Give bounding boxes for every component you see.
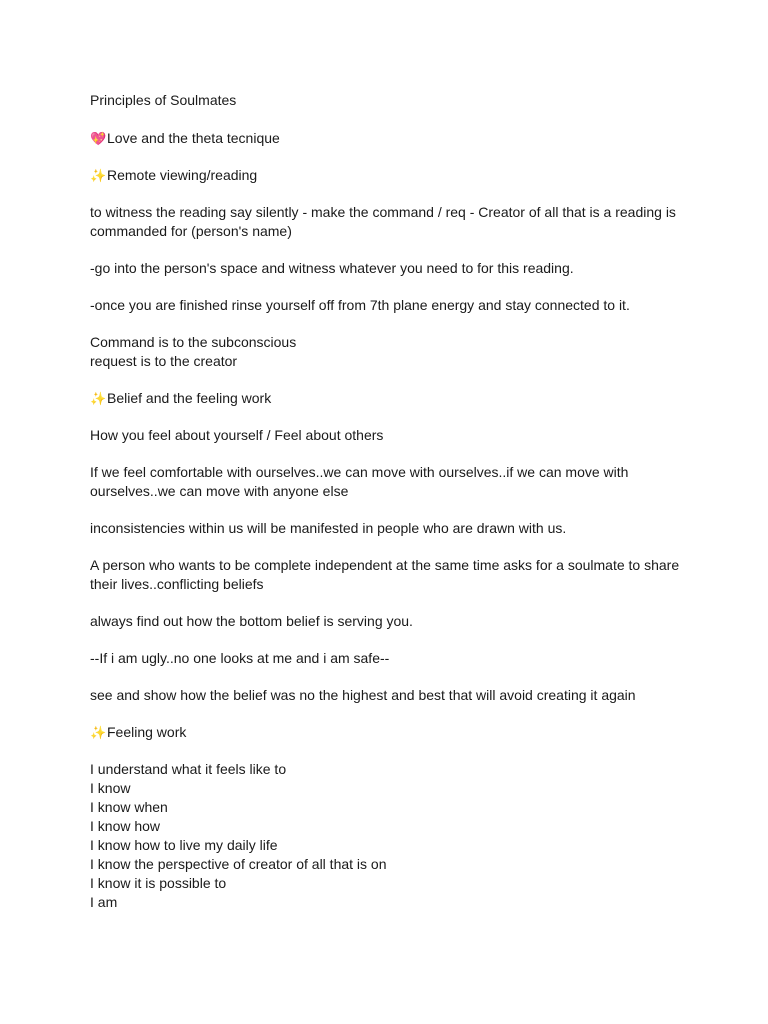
paragraph: always find out how the bottom belief is serving you.	[90, 613, 413, 629]
heading-text: Feeling work	[107, 724, 187, 740]
paragraph: A person who wants to be complete independent at the same time asks for a soulmate to share their lives..conflicting beliefs	[90, 557, 680, 592]
paragraph: --If i am ugly..no one looks at me and i am safe--	[90, 650, 390, 666]
list-item: I know	[90, 780, 131, 796]
paragraph: -go into the person's space and witness whatever you need to for this reading.	[90, 260, 574, 276]
paragraph: inconsistencies within us will be manifested in people who are drawn with us.	[90, 520, 567, 536]
document-page	[90, 91, 690, 930]
text-line: Command is to the subconscious	[90, 334, 297, 350]
paragraph: to witness the reading say silently - make the command / req - Creator of all that is a reading is commanded for (person's name)	[90, 204, 676, 239]
paragraph: If we feel comfortable with ourselves..we can move with ourselves..if we can move with ourselves..we can move with anyone else	[90, 464, 629, 499]
list-item: I understand what it feels like to	[90, 761, 287, 777]
command-block	[90, 333, 690, 371]
heading-text: Belief and the feeling work	[107, 390, 272, 406]
list-item: I know when	[90, 799, 168, 815]
section-heading-belief	[90, 389, 690, 408]
feeling-list	[90, 760, 690, 912]
sparkles-icon: ✨	[90, 391, 107, 406]
list-item: I know the perspective of creator of all that is on	[90, 856, 387, 872]
paragraph: -once you are finished rinse yourself off from 7th plane energy and stay connected to it.	[90, 297, 630, 313]
section-heading-feeling-work	[90, 723, 690, 742]
heading-text: Remote viewing/reading	[107, 167, 258, 183]
section-heading-remote-viewing	[90, 166, 690, 185]
list-item: I know it is possible to	[90, 875, 227, 891]
heading-text: Love and the theta tecnique	[107, 130, 280, 146]
document-title: Principles of Soulmates	[90, 92, 237, 108]
sparkles-icon: ✨	[90, 168, 107, 183]
paragraph: How you feel about yourself / Feel about others	[90, 427, 384, 443]
list-item: I know how	[90, 818, 161, 834]
sparkles-icon: ✨	[90, 725, 107, 740]
text-line: request is to the creator	[90, 353, 238, 369]
heart-icon: 💖	[90, 131, 107, 146]
section-heading-love	[90, 129, 690, 148]
list-item: I know how to live my daily life	[90, 837, 278, 853]
paragraph: see and show how the belief was no the highest and best that will avoid creating it again	[90, 687, 636, 703]
list-item: I am	[90, 894, 118, 910]
